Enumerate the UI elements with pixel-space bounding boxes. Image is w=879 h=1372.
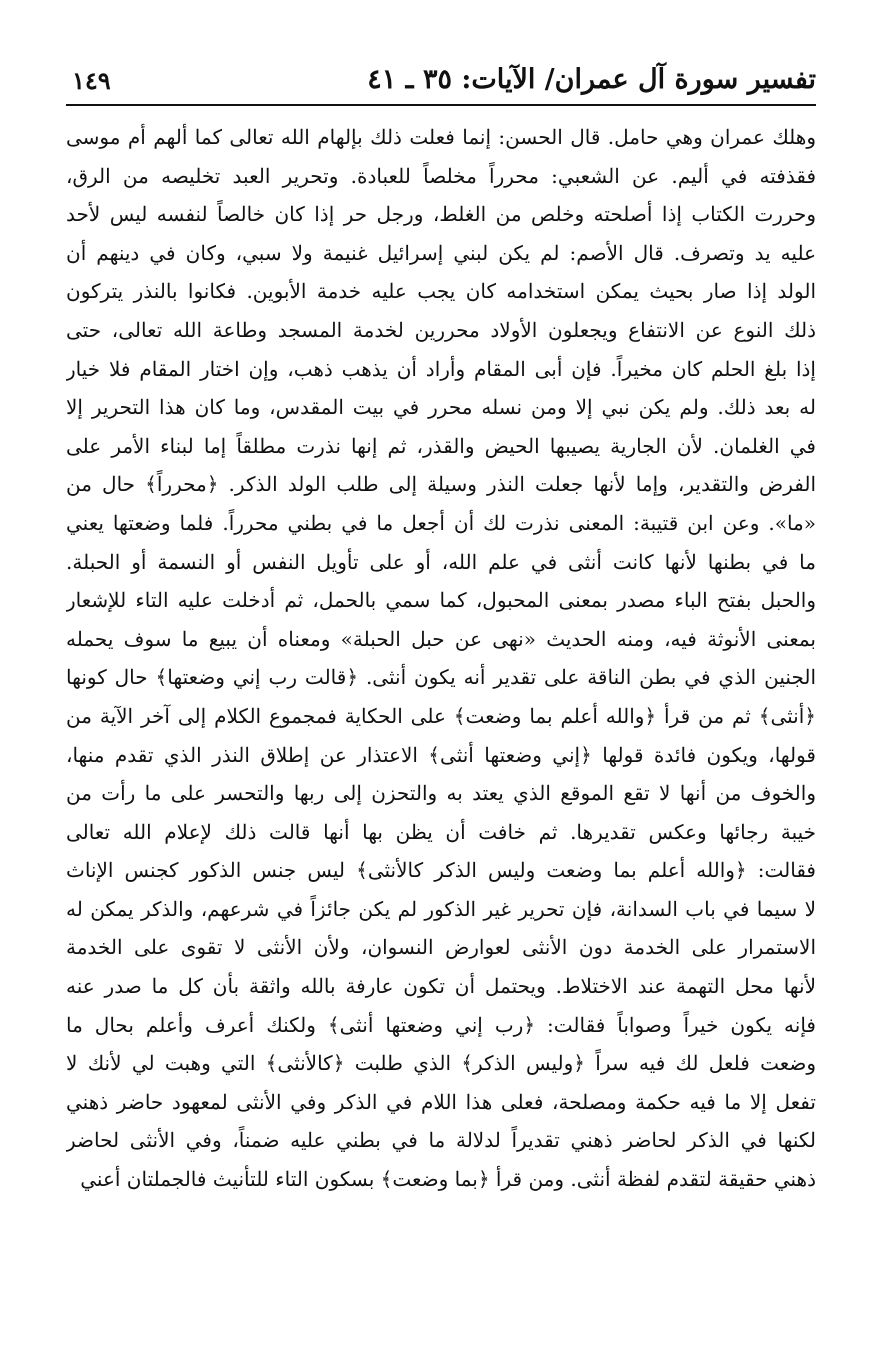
text-line: خيبة رجائها وعكس تقديرها. ثم خافت أن يظن بها أنها قالت ذلك لإعلام الله تعالى [66,819,816,844]
text-line: عليه يد وتصرف. قال الأصم: لم يكن لبني إسرائيل غنيمة ولا سبي، وكان في دينهم أن [66,240,816,265]
text-line: وهلك عمران وهي حامل. قال الحسن: إنما فعلت ذلك بإلهام الله تعالى كما ألهم أم موسى [66,125,816,149]
text-line: في الغلمان. لأن الجارية يصيبها الحيض والقذر، ثم إنها نذرت مطلقاً إما لبناء الأمر على [66,433,816,458]
text-line: ما في بطنها لأنها كانت أنثى في علم الله، أو على تأويل النفس أو النسمة أو الحبلة. [66,549,816,574]
text-line: الجنين الذي في بطن الناقة على تقدير أنه يكون أنثى. ﴿قالت رب إني وضعتها﴾ حال كونها [66,665,816,690]
text-line: الاستمرار على الخدمة دون الأنثى لعوارض النسوان، ولأن الأنثى لا تقوى على الخدمة [66,935,816,960]
text-line: قولها، ويكون فائدة قولها ﴿إني وضعتها أنثى﴾ الاعتذار عن إطلاق النذر الذي تقدم منها، [66,742,816,767]
page-header [66,58,816,102]
text-line: والحبل بفتح الباء مصدر بمعنى المحبول، كما سمي بالحمل، ثم أدخلت عليه التاء للإشعار [66,588,816,613]
text-line: الفرض والتقدير، وإما لأنها جعلت النذر وسيلة إلى طلب الولد الذكر. ﴿محرراً﴾ حال من [66,472,816,497]
page-number: ١٤٩ [72,66,111,95]
text-line: الولد إذا صار بحيث يمكن استخدامه كان يجب عليه خدمة الأبوين. فكانوا بالنذر يتركون [66,279,816,304]
text-line: لأنها محل التهمة عند الاختلاط. ويحتمل أن تكون عارفة بالله واثقة بأن كل ما صدر عنه [66,974,816,999]
text-line: فقذفته في أليم. عن الشعبي: محرراً مخلصاً للعبادة. وتحرير العبد تخليصه من الرق، [66,163,816,188]
header-divider [66,104,816,106]
text-line: والخوف من أنها لا تقع الموقع الذي يعتد به والتحزن إلى ربها والتحسر على ما رأت من [66,781,816,806]
text-line: وضعت فلعل لك فيه سراً ﴿وليس الذكر﴾ الذي طلبت ﴿كالأنثى﴾ التي وهبت لي لأنك لا [66,1051,816,1076]
text-line: فإنه يكون خيراً وصواباً فقالت: ﴿رب إني وضعتها أنثى﴾ ولكنك أعرف وأعلم بحال ما [66,1012,816,1037]
text-line: لا سيما في باب السدانة، فإن تحرير غير الذكور لم يكن جائزاً في شرعهم، والذكر يمكن له [66,896,816,921]
body-text [66,118,816,1278]
text-line: تفعل إلا ما فيه حكمة ومصلحة، فعلى هذا اللام في الذكر وفي الأنثى لمعهود حاضر ذهني [66,1089,816,1114]
text-line: إذا بلغ الحلم كان مخيراً. فإن أبى المقام وأراد أن يذهب ذهب، وإن اختار المقام فلا خيار [66,356,816,381]
text-line: بمعنى الأنوثة فيه، ومنه الحديث «نهى عن حبل الحبلة» ومعناه أن يبيع ما سوف يحمله [66,626,816,651]
text-line: ذهني حقيقة لتقدم لفظة أنثى. ومن قرأ ﴿بما وضعت﴾ بسكون التاء للتأنيث فالجملتان أعني [80,1167,816,1192]
text-line: ﴿أنثى﴾ ثم من قرأ ﴿والله أعلم بما وضعت﴾ على الحكاية فمجموع الكلام إلى آخر الآية من [66,703,816,728]
text-line: له بعد ذلك. ولم يكن نبي إلا ومن نسله محرر في بيت المقدس، وما كان هذا التحرير إلا [66,395,816,420]
text-line: فقالت: ﴿والله أعلم بما وضعت وليس الذكر كالأنثى﴾ ليس جنس الذكور كجنس الإناث [66,858,816,883]
text-line: «ما». وعن ابن قتيبة: المعنى نذرت لك أن أجعل ما في بطني محرراً. فلما وضعتها يعني [66,510,816,535]
text-line: ذلك النوع عن الانتفاع ويجعلون الأولاد محررين لخدمة المسجد وطاعة الله تعالى، حتى [66,317,816,342]
text-line: لكنها في الذكر لحاضر ذهني تقديراً لدلالة ما في بطني عليه ضمناً، وفي الأنثى لحاضر [66,1128,816,1153]
running-title: تفسير سورة آل عمران/ الآيات: ٣٥ ـ ٤١ [367,64,816,95]
text-line: وحررت الكتاب إذا أصلحته وخلص من الغلط، ورجل حر إذا كان خالصاً لنفسه ليس لأحد [66,202,816,227]
